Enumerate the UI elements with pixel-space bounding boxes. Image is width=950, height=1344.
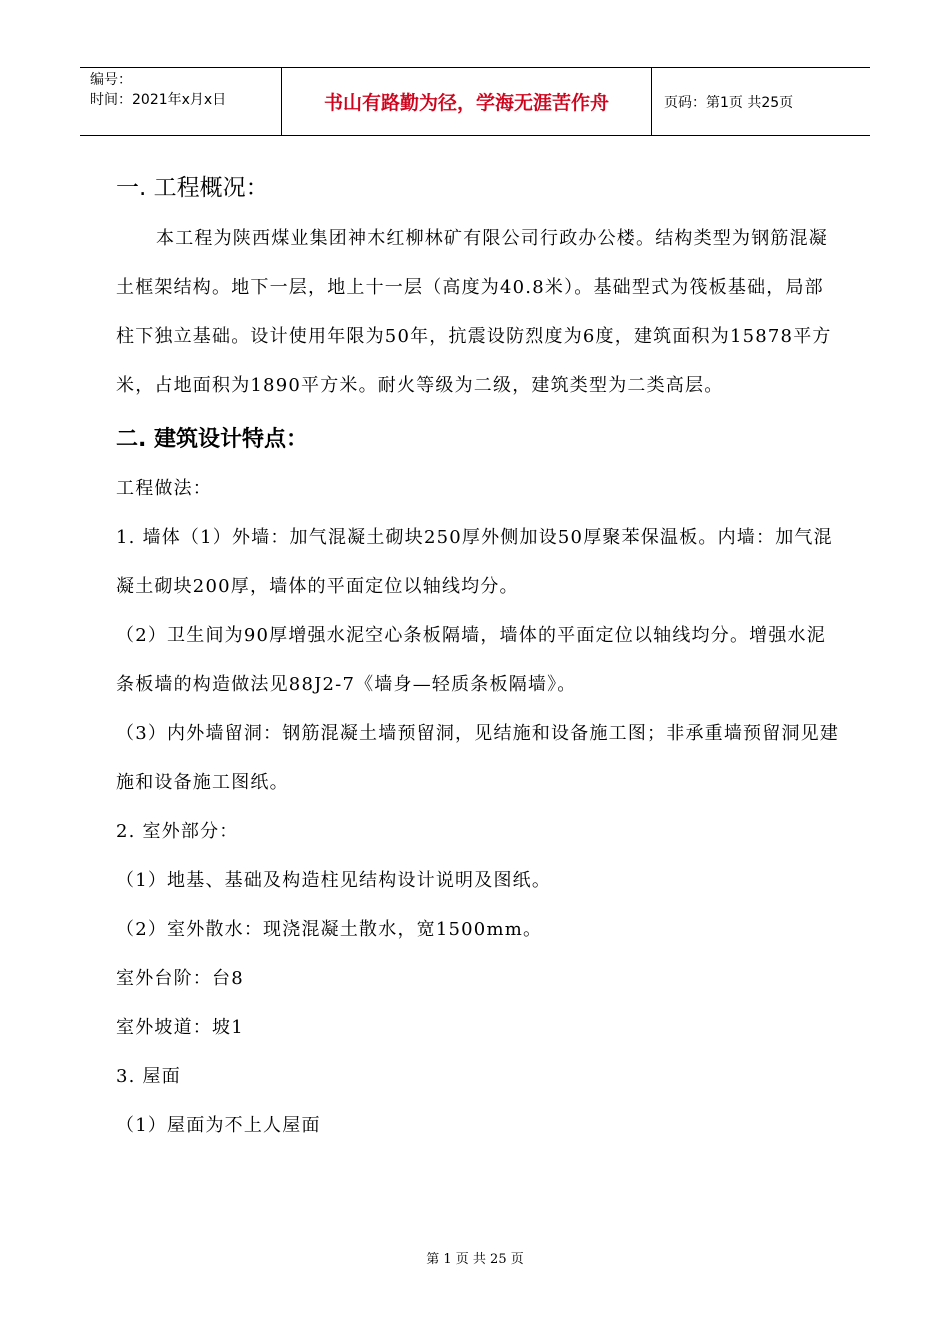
section-1-paragraph: 本工程为陕西煤业集团神木红柳林矿有限公司行政办公楼。结构类型为钢筋混凝土框架结构。地下一层，地上十一层（高度为40.8米）。基础型式为筏板基础，局部柱下独立基础。设计使用年限为50年，抗震设防烈度为6度，建筑面积为15878平方米，占地面积为1890平方米。耐火等级为二级，建筑类型为二类高层。 bbox=[116, 228, 832, 396]
document-date: 时间：2021年x月x日 bbox=[90, 92, 227, 108]
header-page-info: 页码：第1页 共25页 bbox=[664, 94, 794, 111]
section-2-heading: 二. 建筑设计特点： bbox=[116, 427, 309, 452]
body-line: 3. 屋面 bbox=[116, 1066, 181, 1087]
document-number: 编号： bbox=[90, 72, 132, 88]
body-line: （2）室外散水：现浇混凝土散水，宽1500mm。 bbox=[116, 919, 543, 940]
body-line: （1）屋面为不上人屋面 bbox=[116, 1115, 321, 1136]
body-line: 1. 墙体（1）外墙：加气混凝土砌块250厚外侧加设50厚聚苯保温板。内墙：加气混凝土砌块200厚，墙体的平面定位以轴线均分。 bbox=[116, 527, 833, 597]
body-line: 室外台阶：台8 bbox=[116, 968, 244, 989]
body-line: （1）地基、基础及构造柱见结构设计说明及图纸。 bbox=[116, 870, 552, 891]
header-motto: 书山有路勤为径，学海无涯苦作舟 bbox=[323, 92, 609, 114]
header-meta bbox=[80, 68, 282, 135]
body-line: 2. 室外部分： bbox=[116, 821, 239, 842]
header-motto-cell bbox=[282, 68, 652, 135]
body-line: 工程做法： bbox=[116, 478, 212, 499]
body-line: （2）卫生间为90厚增强水泥空心条板隔墙，墙体的平面定位以轴线均分。增强水泥条板墙的构造做法见88J2-7《墙身—轻质条板隔墙》。 bbox=[116, 625, 826, 695]
document-body bbox=[116, 160, 840, 1150]
section-1-heading: 一. 工程概况： bbox=[116, 175, 269, 201]
body-line: （3）内外墙留洞：钢筋混凝土墙预留洞，见结施和设备施工图；非承重墙预留洞见建施和设备施工图纸。 bbox=[116, 723, 840, 793]
body-line: 室外坡道：坡1 bbox=[116, 1017, 244, 1038]
page-footer: 第 1 页 共 25 页 bbox=[426, 1252, 524, 1267]
page-header bbox=[80, 67, 870, 136]
